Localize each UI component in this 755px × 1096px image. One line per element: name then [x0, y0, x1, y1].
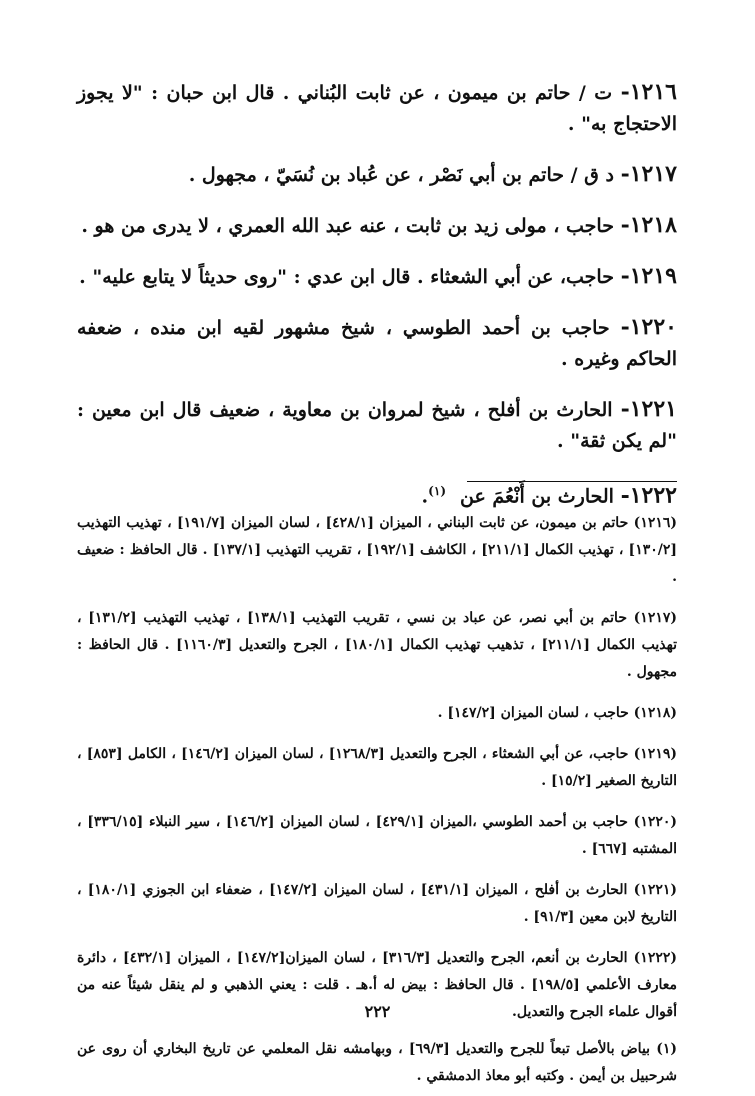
entry-number: ١٢١٧- — [620, 161, 677, 187]
note-1221: (١٢٢١) الحارث بن أفلح ، الميزان [٤٣١/١] ، لسان الميزان [١٤٧/٢] ، ضعفاء ابن الجوزي [١٨٠/١] ، التاريخ لابن معين [٩١/٣] . — [77, 882, 677, 925]
main-entries — [77, 58, 677, 528]
entry-number: ١٢١٨- — [620, 212, 677, 238]
note-1222: (١٢٢٢) الحارث بن أنعم، الجرح والتعديل [٣١٦/٣] ، لسان الميزان[١٤٧/٢] ، الميزان [٤٣٢/١] ، دائرة معارف الأعلمي [١٩٨/٥] . قال الحافظ : بيض له أ.هـ . قلت : يعني الذهبي و لم ينقل شيئاً عنه من أقوال علماء الجرح والتعديل. — [77, 950, 677, 1020]
entry-1216 — [77, 77, 677, 140]
entry-text: حاجب بن أحمد الطوسي ، شيخ مشهور لقيه ابن منده ، ضعفه الحاكم وغيره . — [77, 317, 677, 370]
entry-number: ١٢١٩- — [620, 263, 677, 289]
entry-number: ١٢١٦- — [620, 79, 677, 105]
entry-number: ١٢٢١- — [620, 396, 677, 422]
note-1220: (١٢٢٠) حاجب بن أحمد الطوسي ،الميزان [٤٢٩/١] ، لسان الميزان [١٤٦/٢] ، سير النبلاء [٣٣٦/١٥] ، المشتبه [٦٦٧] . — [77, 814, 678, 857]
footnote-separator — [467, 481, 677, 482]
footnote-marker: (١) — [428, 484, 446, 498]
entry-text: الحارث بن أَنْعُمَ عن — [460, 485, 614, 508]
entry-tail: . — [421, 485, 429, 508]
entry-1221 — [77, 394, 677, 457]
entry-number: ١٢٢٠- — [620, 314, 677, 340]
entry-1220 — [77, 312, 677, 375]
entry-text: حاجب ، مولى زيد بن ثابت ، عنه عبد الله العمري ، لا يدرى من هو . — [81, 215, 614, 237]
entry-1218 — [77, 210, 677, 242]
entry-text: ت / حاتم بن ميمون ، عن ثابت البُناني . قال ابن حبان : "لا يجوز الاحتجاج به" . — [77, 82, 677, 135]
entry-text: حاجب، عن أبي الشعثاء . قال ابن عدي : "روى حديثاً لا يتابع عليه" . — [79, 266, 614, 288]
note-1216: (١٢١٦) حاتم بن ميمون، عن ثابت البناني ، الميزان [٤٢٨/١] ، لسان الميزان [١٩١/٧] ، تهذيب التهذيب [١٣٠/٢] ، تهذيب الكمال [٢١١/١] ، الكاشف [١٩٢/١] ، تقريب التهذيب [١٣٧/١] . قال الحافظ : ضعيف . — [77, 515, 678, 585]
entry-text: الحارث بن أفلح ، شيخ لمروان بن معاوية ، ضعيف قال ابن معين : "لم يكن ثقة" . — [77, 399, 677, 452]
entry-number: ١٢٢٢- — [620, 482, 677, 509]
footnote-1: (١) بياض بالأصل تبعاً للجرح والتعديل [٦٩/٣] ، وبهامشه نقل المعلمي عن تاريخ البخاري أن روى عن شرحبيل بن أيمن . وكتبه أبو معاذ الدمشقي . — [77, 1041, 677, 1084]
note-1217: (١٢١٧) حاتم بن أبي نصر، عن عباد بن نسي ، تقريب التهذيب [١٣٨/١] ، تهذيب التهذيب [١٣١/٢] ، تهذيب الكمال [٢١١/١] ، تذهيب تهذيب الكمال [١٨٠/١] ، الجرح والتعديل [١١٦٠/٣] . قال الحافظ : مجهول . — [77, 610, 677, 680]
note-1219: (١٢١٩) حاجب، عن أبي الشعثاء ، الجرح والتعديل [١٢٦٨/٣] ، لسان الميزان [١٤٦/٢] ، الكامل [٨٥٣] ، التاريخ الصغير [١٥/٢] . — [77, 746, 677, 789]
page-number: ٢٢٢ — [364, 1002, 391, 1021]
entry-1219 — [77, 261, 677, 293]
note-1218: (١٢١٨) حاجب ، لسان الميزان [١٤٧/٢] . — [437, 705, 677, 721]
entry-text: د ق / حاتم بن أبي نَصْر ، عن عُباد بن نُسَيّ ، مجهول . — [188, 164, 614, 186]
entry-1217 — [77, 159, 677, 191]
